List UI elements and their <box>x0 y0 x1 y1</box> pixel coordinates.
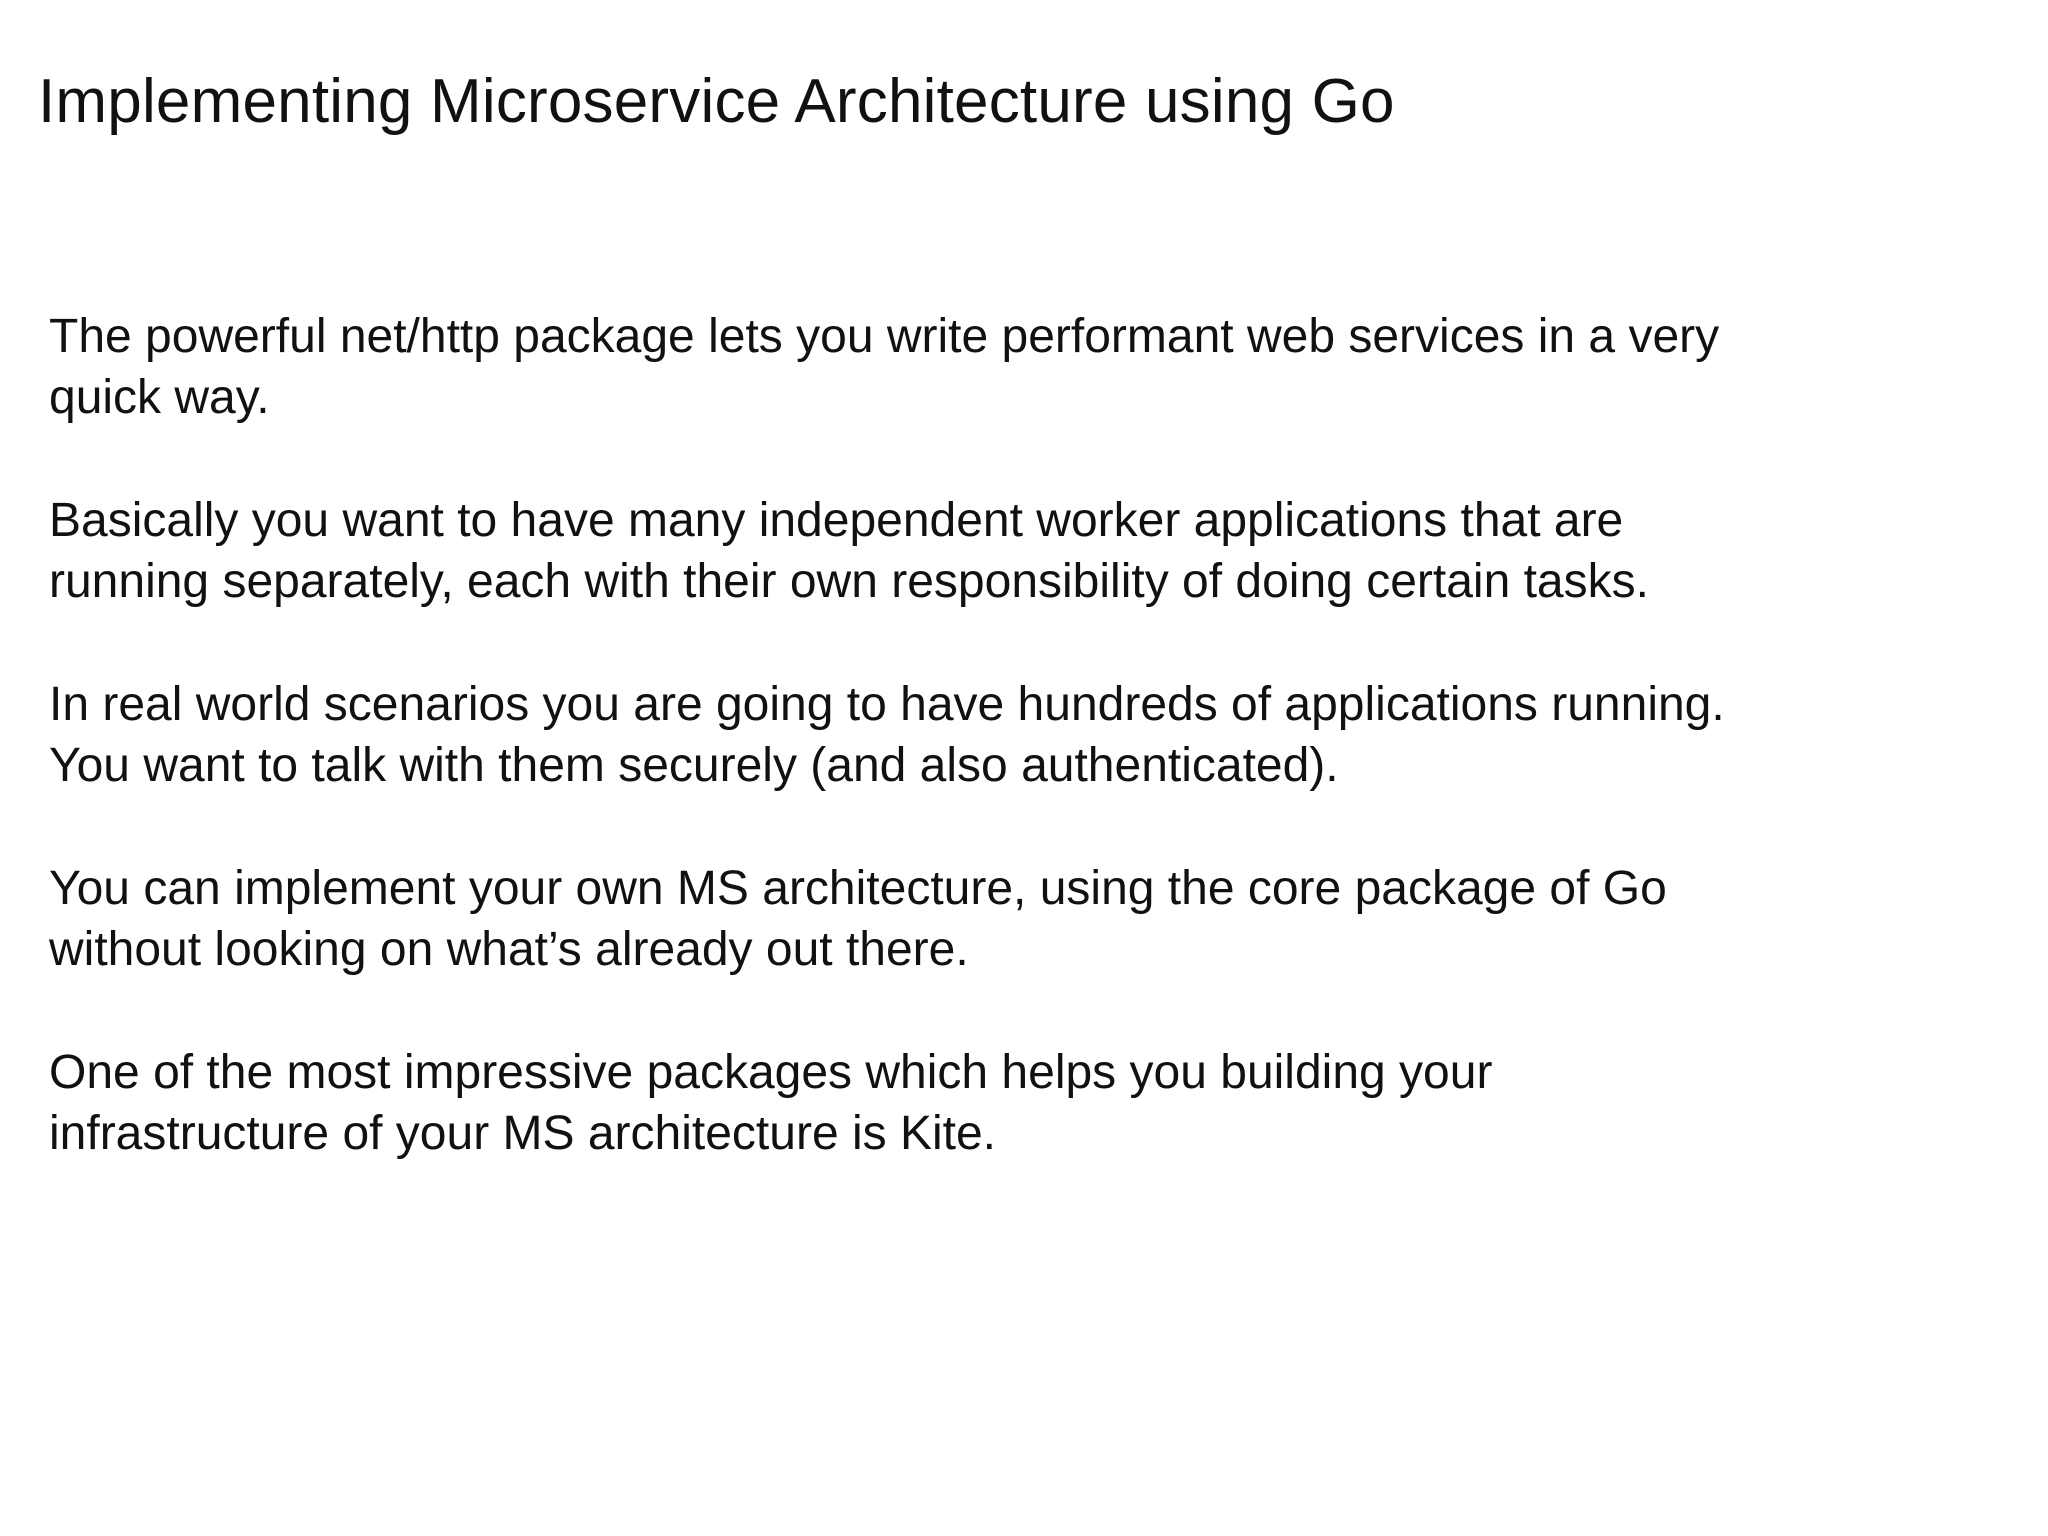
paragraph-line: One of the most impressive packages which helps you building your <box>49 1046 1493 1099</box>
slide-title: Implementing Microservice Architecture using Go <box>38 67 1395 136</box>
paragraph-line: Basically you want to have many independent worker applications that are <box>49 494 1624 547</box>
paragraph-net-http <box>49 306 1949 428</box>
paragraph-own-architecture <box>49 858 1949 980</box>
slide-body <box>49 306 1949 1226</box>
paragraph-line: quick way. <box>49 371 270 424</box>
paragraph-worker-applications <box>49 490 1949 612</box>
paragraph-line: running separately, each with their own responsibility of doing certain tasks. <box>49 555 1649 608</box>
paragraph-line: In real world scenarios you are going to have hundreds of applications running. <box>49 678 1725 731</box>
paragraph-line: You want to talk with them securely (and also authenticated). <box>49 739 1339 792</box>
paragraph-line: The powerful net/http package lets you write performant web services in a very <box>49 310 1720 363</box>
paragraph-kite <box>49 1042 1949 1164</box>
paragraph-line: infrastructure of your MS architecture is Kite. <box>49 1107 997 1160</box>
paragraph-real-world <box>49 674 1949 796</box>
paragraph-line: without looking on what’s already out there. <box>49 923 969 976</box>
paragraph-line: You can implement your own MS architecture, using the core package of Go <box>49 862 1667 915</box>
